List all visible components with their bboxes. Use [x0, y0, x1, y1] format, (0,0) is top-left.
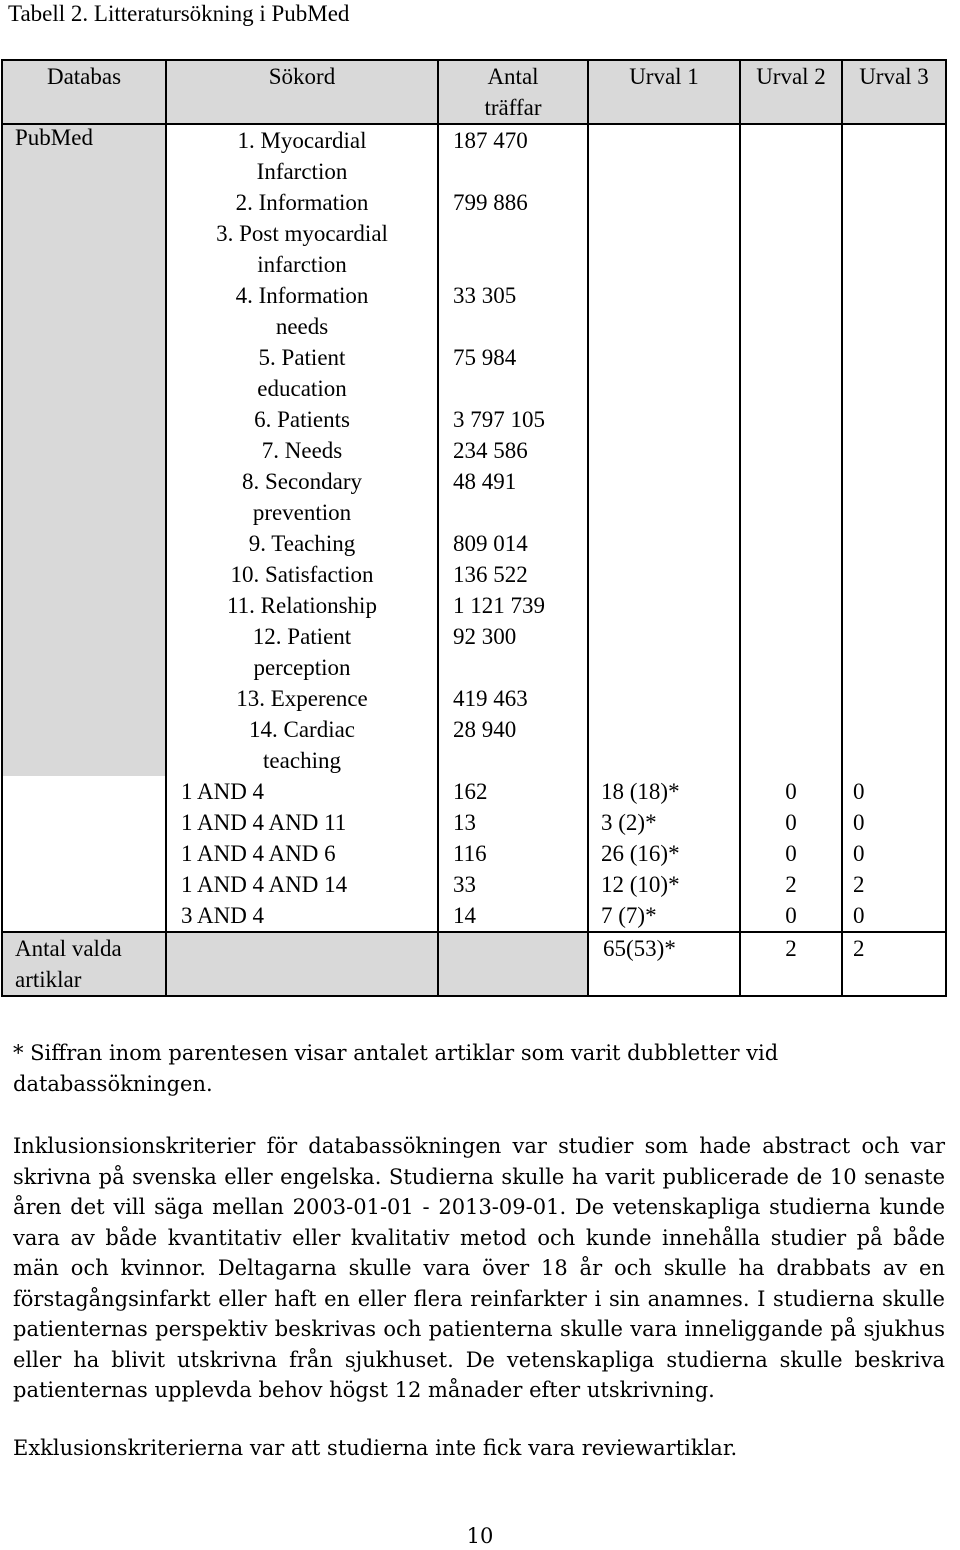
hits-value: 419 463 [453, 686, 528, 711]
combination-urval1: 3 (2)* [588, 807, 740, 838]
urval1-cell-empty [588, 590, 740, 621]
hits-value: 234 586 [453, 438, 528, 463]
urval3-cell-empty [842, 466, 946, 528]
combination-urval2: 0 [740, 838, 842, 869]
table-row [2, 404, 946, 435]
search-term-line1: 14. Cardiac [248, 717, 355, 742]
search-term-line2: education [257, 376, 347, 401]
urval1-cell-empty [588, 683, 740, 714]
search-term-line1: 6. Patients [254, 407, 350, 432]
hits-cell [438, 435, 588, 466]
combination-query: 1 AND 4 AND 14 [166, 869, 438, 900]
hits-cell [438, 218, 588, 280]
search-term-line1: 3. Post myocardial [216, 221, 388, 246]
table-row [2, 187, 946, 218]
table-row [2, 838, 946, 869]
header-antal-line2: träffar [484, 95, 542, 120]
database-cell-empty [2, 714, 166, 776]
combination-urval3: 0 [842, 900, 946, 932]
search-term-line1: 4. Information [235, 283, 369, 308]
database-cell-empty [2, 621, 166, 683]
search-term-cell [166, 559, 438, 590]
urval3-cell-empty [842, 342, 946, 404]
search-term-cell [166, 280, 438, 342]
hits-value: 75 984 [453, 345, 517, 370]
database-cell-empty [2, 869, 166, 900]
urval2-cell-empty [740, 621, 842, 683]
search-term-line2: infarction [257, 252, 347, 277]
hits-cell [438, 559, 588, 590]
total-urval2: 2 [740, 932, 842, 996]
hits-cell [438, 466, 588, 528]
urval2-cell-empty [740, 404, 842, 435]
header-databas: Databas [2, 60, 166, 124]
urval1-cell-empty [588, 528, 740, 559]
combination-urval2: 0 [740, 776, 842, 807]
database-cell-empty [2, 590, 166, 621]
hits-cell [438, 683, 588, 714]
combination-urval3: 2 [842, 869, 946, 900]
urval2-cell-empty [740, 187, 842, 218]
hits-cell [438, 404, 588, 435]
total-sokord-empty [166, 932, 438, 996]
table-row [2, 218, 946, 280]
search-term-cell [166, 435, 438, 466]
urval1-cell-empty [588, 714, 740, 776]
combination-query: 1 AND 4 AND 11 [166, 807, 438, 838]
search-term-cell [166, 621, 438, 683]
hits-cell [438, 124, 588, 187]
database-cell-empty [2, 528, 166, 559]
hits-cell [438, 280, 588, 342]
search-term-cell [166, 528, 438, 559]
database-cell-empty [2, 559, 166, 590]
urval1-cell-empty [588, 280, 740, 342]
combination-query: 1 AND 4 [166, 776, 438, 807]
urval3-cell-empty [842, 714, 946, 776]
urval2-cell-empty [740, 528, 842, 559]
search-term-cell [166, 466, 438, 528]
urval2-cell-empty [740, 559, 842, 590]
urval2-cell-empty [740, 342, 842, 404]
table-row [2, 559, 946, 590]
combination-urval3: 0 [842, 807, 946, 838]
hits-value: 136 522 [453, 562, 528, 587]
header-sokord: Sökord [166, 60, 438, 124]
hits-value: 1 121 739 [453, 593, 545, 618]
combination-hits: 33 [438, 869, 588, 900]
table-row [2, 342, 946, 404]
search-term-line1: 11. Relationship [227, 593, 377, 618]
urval2-cell-empty [740, 124, 842, 187]
urval3-cell-empty [842, 124, 946, 187]
combination-urval3: 0 [842, 776, 946, 807]
table-row [2, 714, 946, 776]
search-term-cell [166, 683, 438, 714]
hits-value: 48 491 [453, 469, 517, 494]
urval3-cell-empty [842, 435, 946, 466]
total-label-line1: Antal valda [15, 936, 122, 961]
urval1-cell-empty [588, 187, 740, 218]
table-row [2, 869, 946, 900]
search-term-line2: needs [275, 314, 329, 339]
search-term-line2: perception [253, 655, 351, 680]
total-urval3: 2 [842, 932, 946, 996]
urval2-cell-empty [740, 435, 842, 466]
search-terms-body [2, 124, 946, 776]
urval3-cell-empty [842, 621, 946, 683]
search-term-line1: 2. Information [235, 190, 369, 215]
urval3-cell-empty [842, 590, 946, 621]
database-cell-empty [2, 342, 166, 404]
search-term-line1: 10. Satisfaction [230, 562, 374, 587]
total-urval1: 65(53)* [588, 932, 740, 996]
database-cell-empty [2, 776, 166, 807]
urval2-cell-empty [740, 466, 842, 528]
combination-hits: 14 [438, 900, 588, 932]
combination-query: 3 AND 4 [166, 900, 438, 932]
header-urval3: Urval 3 [842, 60, 946, 124]
table-row [2, 528, 946, 559]
hits-value: 33 305 [453, 283, 517, 308]
database-cell-empty [2, 404, 166, 435]
urval1-cell-empty [588, 466, 740, 528]
database-cell-empty [2, 838, 166, 869]
database-cell: PubMed [2, 124, 166, 187]
inclusion-paragraph: Inklusionsionskriterier för databassökningen var studier som hade abstract och var skrivna på svenska eller engelska. Studierna skulle ha varit publicerade de 10 senaste åren det vill säga mellan 2003-01-01 - 2013-09-01. De vetenskapliga studierna kunde vara av både kvantitativ eller kvalitativ metod och kunde innehålla studier på både män och kvinnor. Deltagarna skulle vara över 18 år och skulle ha drabbats av en förstagångsinfarkt eller haft en eller flera reinfarkter i sin anamnes. I studierna skulle patienternas perspektiv beskrivas och patienterna skulle vara inneliggande på sjukhus eller ha blivit utskrivna från sjukhuset. De vetenskapliga studierna skulle beskriva patienternas upplevda behov högst 12 månader efter utskrivning. [13, 1134, 945, 1402]
total-label [2, 932, 166, 996]
database-cell-empty [2, 900, 166, 932]
search-term-line1: 5. Patient [258, 345, 346, 370]
combination-urval1: 18 (18)* [588, 776, 740, 807]
database-cell-empty [2, 280, 166, 342]
table-row [2, 621, 946, 683]
exclusion-paragraph: Exklusionskriterierna var att studierna inte fick vara reviewartiklar. [13, 1436, 738, 1460]
combination-hits: 116 [438, 838, 588, 869]
combination-hits: 162 [438, 776, 588, 807]
total-row [2, 932, 946, 996]
combination-urval2: 0 [740, 807, 842, 838]
search-term-line2: teaching [263, 748, 341, 773]
search-term-line1: 8. Secondary [241, 469, 363, 494]
urval3-cell-empty [842, 559, 946, 590]
combination-hits: 13 [438, 807, 588, 838]
search-term-line2: prevention [252, 500, 352, 525]
urval2-cell-empty [740, 590, 842, 621]
urval1-cell-empty [588, 218, 740, 280]
table-row [2, 683, 946, 714]
hits-value: 92 300 [453, 624, 517, 649]
combination-urval2: 2 [740, 869, 842, 900]
table-row [2, 124, 946, 187]
search-term-line1: 7. Needs [261, 438, 343, 463]
database-cell-empty [2, 187, 166, 218]
table-row [2, 466, 946, 528]
database-cell-empty [2, 466, 166, 528]
header-row [2, 60, 946, 124]
urval1-cell-empty [588, 435, 740, 466]
database-cell-empty [2, 218, 166, 280]
urval2-cell-empty [740, 280, 842, 342]
literature-search-table [1, 59, 947, 997]
page-number: 10 [466, 1524, 494, 1548]
urval1-cell-empty [588, 124, 740, 187]
footnote: * Siffran inom parentesen visar antalet artiklar som varit dubbletter vid databassökningen. [13, 1041, 779, 1096]
hits-cell [438, 714, 588, 776]
urval1-cell-empty [588, 621, 740, 683]
hits-value: 28 940 [453, 717, 517, 742]
search-term-cell [166, 590, 438, 621]
urval1-cell-empty [588, 404, 740, 435]
urval3-cell-empty [842, 280, 946, 342]
search-term-line1: 1. Myocardial [237, 128, 367, 153]
total-antal-empty [438, 932, 588, 996]
table-caption: Tabell 2. Litteratursökning i PubMed [8, 1, 350, 26]
search-term-cell [166, 124, 438, 187]
urval1-cell-empty [588, 342, 740, 404]
search-term-cell [166, 714, 438, 776]
hits-cell [438, 590, 588, 621]
search-term-line1: 13. Experence [236, 686, 368, 711]
table-row [2, 776, 946, 807]
urval3-cell-empty [842, 187, 946, 218]
hits-value: 809 014 [453, 531, 528, 556]
combination-urval1: 12 (10)* [588, 869, 740, 900]
urval3-cell-empty [842, 218, 946, 280]
urval2-cell-empty [740, 218, 842, 280]
combination-urval1: 7 (7)* [588, 900, 740, 932]
search-term-line1: 9. Teaching [248, 531, 356, 556]
table-row [2, 280, 946, 342]
search-term-cell [166, 187, 438, 218]
table-row [2, 900, 946, 932]
header-urval2: Urval 2 [740, 60, 842, 124]
search-term-line2: Infarction [256, 159, 348, 184]
urval2-cell-empty [740, 714, 842, 776]
hits-cell [438, 621, 588, 683]
search-term-cell [166, 342, 438, 404]
hits-cell [438, 187, 588, 218]
search-term-cell [166, 404, 438, 435]
urval3-cell-empty [842, 404, 946, 435]
combinations-body [2, 776, 946, 932]
hits-cell [438, 342, 588, 404]
table-row [2, 435, 946, 466]
search-term-cell [166, 218, 438, 280]
combination-urval1: 26 (16)* [588, 838, 740, 869]
total-label-line2: artiklar [15, 967, 82, 992]
table-row [2, 807, 946, 838]
hits-value: 799 886 [453, 190, 528, 215]
urval1-cell-empty [588, 559, 740, 590]
urval2-cell-empty [740, 683, 842, 714]
hits-value: 3 797 105 [453, 407, 545, 432]
table-row [2, 590, 946, 621]
database-cell-empty [2, 435, 166, 466]
urval3-cell-empty [842, 528, 946, 559]
header-antal-line1: Antal [487, 64, 539, 89]
database-cell-empty [2, 683, 166, 714]
urval3-cell-empty [842, 683, 946, 714]
hits-cell [438, 528, 588, 559]
search-term-line1: 12. Patient [252, 624, 352, 649]
combination-urval2: 0 [740, 900, 842, 932]
header-urval1: Urval 1 [588, 60, 740, 124]
combination-query: 1 AND 4 AND 6 [166, 838, 438, 869]
database-cell-empty [2, 807, 166, 838]
header-antal [438, 60, 588, 124]
hits-value: 187 470 [453, 128, 528, 153]
combination-urval3: 0 [842, 838, 946, 869]
